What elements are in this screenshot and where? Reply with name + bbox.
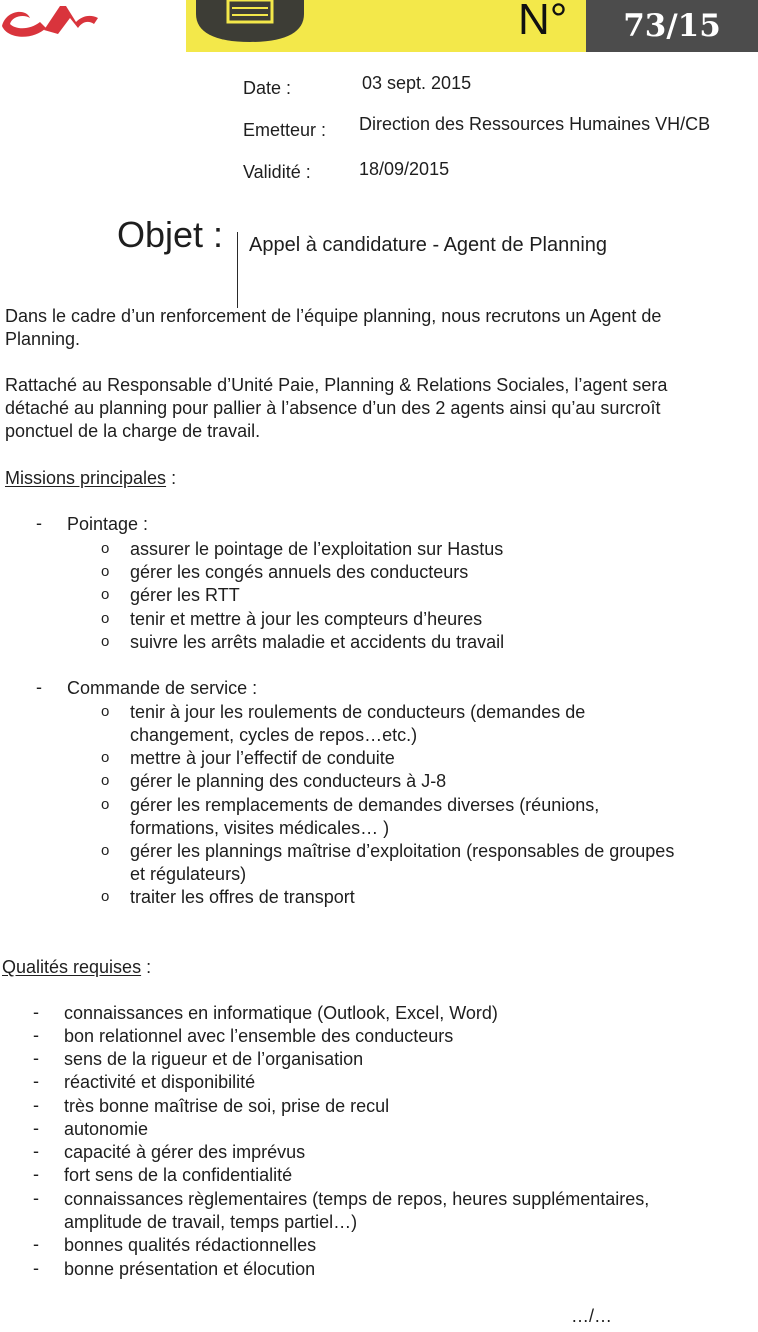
commande-item: gérer les remplacements de demandes diverses (réunions, (130, 795, 600, 815)
emetteur-label: Emetteur : (243, 120, 327, 140)
number-label: N° (518, 0, 568, 44)
dash-bullet: - (33, 1071, 39, 1091)
commande-item: et régulateurs) (130, 864, 247, 884)
pointage-item: gérer les RTT (130, 585, 240, 605)
qualite-item: très bonne maîtrise de soi, prise de recul (64, 1096, 390, 1116)
dash-bullet: - (33, 1188, 39, 1208)
commande-item: changement, cycles de repos…etc.) (130, 725, 418, 745)
dash-bullet: - (33, 1258, 39, 1278)
commande-item: tenir à jour les roulements de conducteurs (demandes de (130, 702, 586, 722)
intro-p2-line-3: ponctuel de la charge de travail. (5, 421, 261, 441)
qualite-item: connaissances règlementaires (temps de repos, heures supplémentaires, (64, 1189, 650, 1209)
circle-bullet: o (101, 633, 110, 650)
dash-bullet: - (33, 1234, 39, 1254)
date-label: Date : (243, 78, 292, 98)
commande-item: gérer le planning des conducteurs à J-8 (130, 771, 447, 791)
qualite-item: réactivité et disponibilité (64, 1072, 256, 1092)
dash-bullet: - (33, 1048, 39, 1068)
circle-bullet: o (101, 540, 110, 557)
dash-bullet: - (36, 513, 42, 533)
pointage-item: suivre les arrêts maladie et accidents du travail (130, 632, 505, 652)
dash-bullet: - (33, 1095, 39, 1115)
qualite-item: connaissances en informatique (Outlook, Excel, Word) (64, 1003, 498, 1023)
date-value: 03 sept. 2015 (362, 73, 472, 93)
brand-logo-icon (0, 0, 100, 40)
qualite-item: autonomie (64, 1119, 149, 1139)
dash-bullet: - (33, 1025, 39, 1045)
dash-bullet: - (33, 1002, 39, 1022)
continuation-mark: …/… (571, 1306, 613, 1326)
pointage-item: gérer les congés annuels des conducteurs (130, 562, 469, 582)
qualite-item: bonnes qualités rédactionnelles (64, 1235, 317, 1255)
intro-line-2: Planning. (5, 329, 81, 349)
objet-label: Objet : (117, 214, 224, 255)
pointage-item: assurer le pointage de l’exploitation sur Hastus (130, 539, 504, 559)
commande-title: Commande de service : (67, 678, 258, 698)
objet-divider (237, 232, 238, 308)
circle-bullet: o (101, 749, 110, 766)
objet-text: Appel à candidature - Agent de Planning (249, 234, 608, 256)
missions-heading: Missions principales : (5, 468, 177, 488)
qualite-item: capacité à gérer des imprévus (64, 1142, 306, 1162)
intro-p2-line-2: détaché au planning pour pallier à l’absence d’un des 2 agents ainsi qu’au surcroît (5, 398, 661, 418)
validite-label: Validité : (243, 162, 311, 182)
circle-bullet: o (101, 586, 110, 603)
dash-bullet: - (33, 1141, 39, 1161)
commande-item: mettre à jour l’effectif de conduite (130, 748, 395, 768)
pointage-item: tenir et mettre à jour les compteurs d’heures (130, 609, 483, 629)
pointage-title: Pointage : (67, 514, 149, 534)
commande-item: traiter les offres de transport (130, 887, 355, 907)
circle-bullet: o (101, 610, 110, 627)
circle-bullet: o (101, 888, 110, 905)
qualite-item: bon relationnel avec l’ensemble des conducteurs (64, 1026, 454, 1046)
intro-line-1: Dans le cadre d’un renforcement de l’équipe planning, nous recrutons un Agent de (5, 306, 662, 326)
intro-p2-line-1: Rattaché au Responsable d’Unité Paie, Planning & Relations Sociales, l’agent sera (5, 375, 668, 395)
commande-item: gérer les plannings maîtrise d’exploitation (responsables de groupes (130, 841, 675, 861)
dash-bullet: - (33, 1118, 39, 1138)
qualites-heading: Qualités requises : (2, 957, 152, 977)
folder-icon (196, 0, 304, 42)
circle-bullet: o (101, 796, 110, 813)
qualite-item: bonne présentation et élocution (64, 1259, 316, 1279)
circle-bullet: o (101, 563, 110, 580)
dash-bullet: - (36, 677, 42, 697)
qualite-item: sens de la rigueur et de l’organisation (64, 1049, 364, 1069)
qualite-item: amplitude de travail, temps partiel…) (64, 1212, 358, 1232)
circle-bullet: o (101, 842, 110, 859)
qualite-item: fort sens de la confidentialité (64, 1165, 293, 1185)
emetteur-value: Direction des Ressources Humaines VH/CB (359, 114, 711, 134)
validite-value: 18/09/2015 (359, 159, 450, 179)
circle-bullet: o (101, 703, 110, 720)
circle-bullet: o (101, 772, 110, 789)
commande-item: formations, visites médicales… ) (130, 818, 390, 838)
reference-number: 73/15 (586, 0, 758, 52)
dash-bullet: - (33, 1164, 39, 1184)
